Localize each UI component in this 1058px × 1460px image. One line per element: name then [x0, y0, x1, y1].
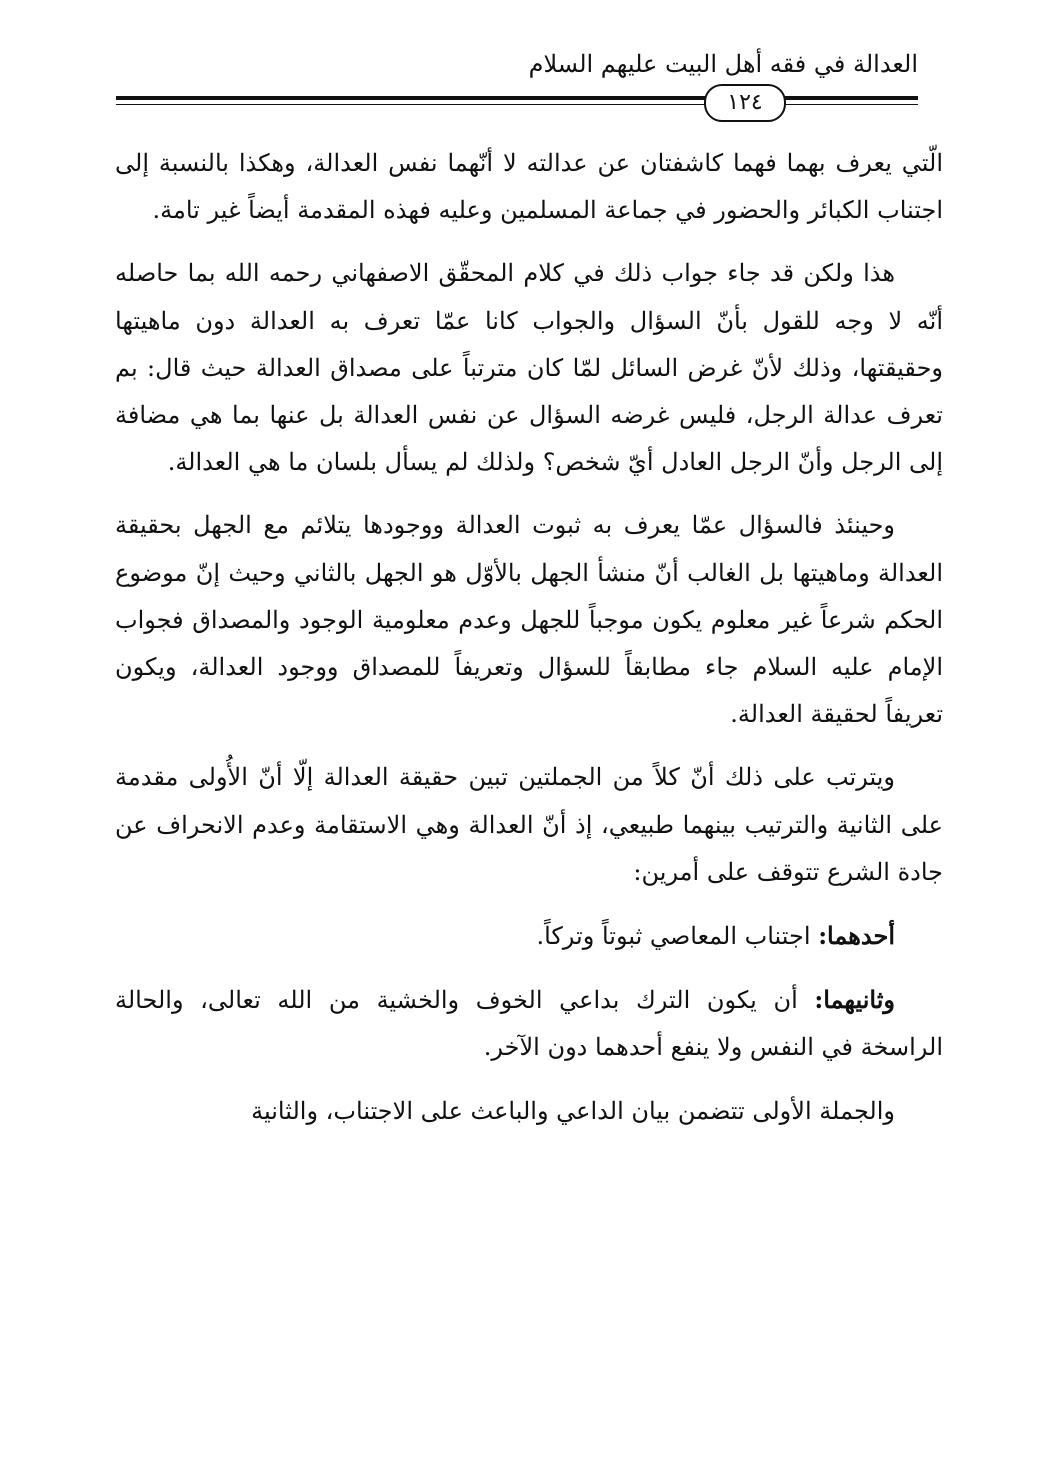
- header-rule-thick: [116, 96, 918, 100]
- running-title: العدالة في فقه أهل البيت عليهم السلام: [528, 50, 918, 78]
- list-item-second-label: وثانيهما:: [814, 985, 895, 1015]
- paragraph-1: الّتي يعرف بهما فهما كاشفتان عن عدالته لا أنّهما نفس العدالة، وهكذا بالنسبة إلى اجتناب الكبائر والحضور في جماعة المسلمين وعليه فهذه المقدمة أيضاً غير تامة.: [115, 149, 943, 225]
- paragraph-3: وحينئذ فالسؤال عمّا يعرف به ثبوت العدالة ووجودها يتلائم مع الجهل بحقيقة العدالة وماهيتها بل الغالب أنّ منشأ الجهل بالأوّل هو الجهل بالثاني وحيث إنّ موضوع الحكم شرعاً غير معلوم يكون موجباً للجهل وعدم معلومية الوجود والمصداق فجواب الإمام عليه السلام جاء مطابقاً للسؤال وتعريفاً للمصداق ووجود العدالة، ويكون تعريفاً لحقيقة العدالة.: [115, 511, 943, 729]
- list-item-second: [115, 976, 943, 1071]
- paragraph-2: هذا ولكن قد جاء جواب ذلك في كلام المحقّق الاصفهاني رحمه الله بما حاصله أنّه لا وجه للقول بأنّ السؤال والجواب كانا عمّا تعرف به العدالة دون ماهيتها وحقيقتها، وذلك لأنّ غرض السائل لمّا كان مترتباً على مصداق العدالة حيث قال: بم تعرف عدالة الرجل، فليس غرضه السؤال عن نفس العدالة بل عنها بما هي مضافة إلى الرجل وأنّ الرجل العادل أيّ شخص؟ ولذلك لم يسأل بلسان ما هي العدالة.: [115, 259, 943, 477]
- list-item-first: [115, 912, 943, 960]
- list-item-first-text: اجتناب المعاصي ثبوتاً وتركاً.: [536, 922, 811, 951]
- list-item-second-text: أن يكون الترك بداعي الخوف والخشية من الله تعالى، والحالة الراسخة في النفس ولا ينفع أحدهما دون الآخر.: [115, 986, 943, 1062]
- page-header: [116, 40, 918, 120]
- paragraph-4: ويترتب على ذلك أنّ كلاً من الجملتين تبين حقيقة العدالة إلّا أنّ الأُولى مقدمة على الثانية والترتيب بينهما طبيعي، إذ أنّ العدالة وهي الاستقامة وعدم الانحراف عن جادة الشرع تتوقف على أمرين:: [115, 763, 943, 886]
- page-body: [115, 140, 943, 1151]
- page-number: ١٢٤: [704, 84, 786, 122]
- header-rule-thin: [116, 104, 918, 105]
- paragraph-last: والجملة الأولى تتضمن بيان الداعي والباعث على الاجتناب، والثانية: [251, 1096, 895, 1125]
- list-item-first-label: أحدهما:: [818, 921, 895, 951]
